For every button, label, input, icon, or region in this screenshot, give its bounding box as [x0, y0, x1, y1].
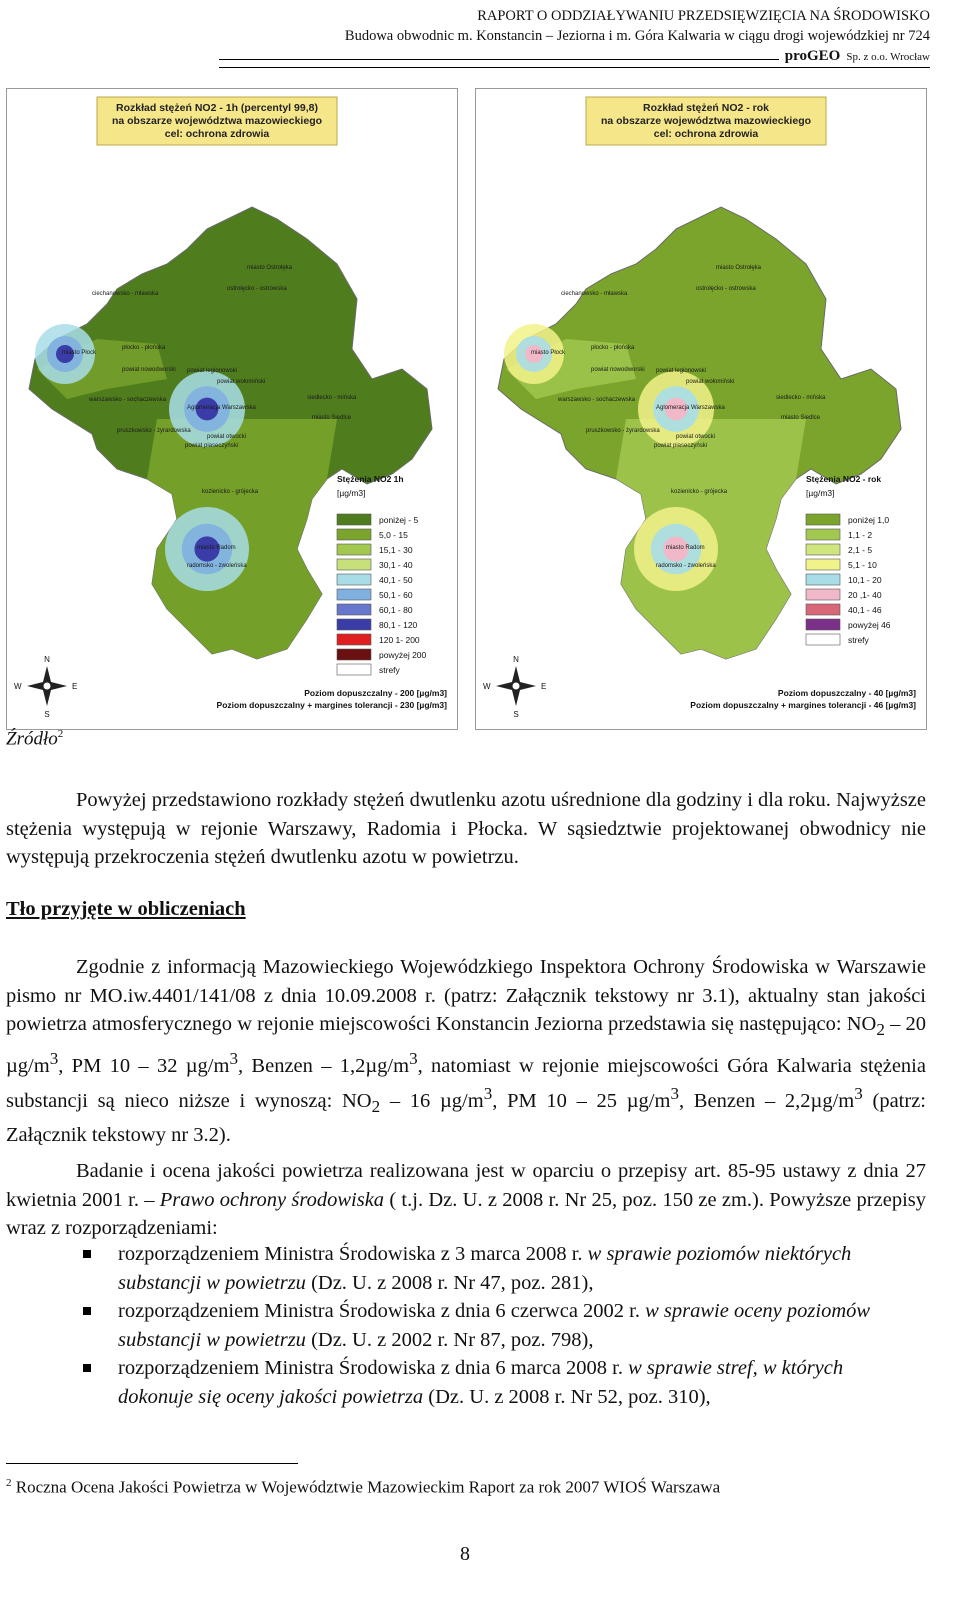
map-no2-1h	[6, 88, 458, 730]
limit-line: Poziom dopuszczalny - 40 [µg/m3]	[777, 688, 916, 698]
legend-label: 30,1 - 40	[379, 560, 413, 570]
legend-swatch	[337, 529, 371, 540]
place-label: miasto Radom	[197, 545, 236, 551]
place-label: kozienicko - grójecka	[202, 489, 259, 495]
paragraph-summary: Powyżej przedstawiono rozkłady stężeń dwutlenku azotu uśrednione dla godziny i dla roku. Najwyższe stężenia występują w rejonie Warszawy, Radomia i Płocka. W sąsiedztwie projektowanej obwodnicy nie występują przekroczenia stężeń dwutlenku azotu w powietrzu.	[6, 789, 926, 868]
legend-swatch	[337, 589, 371, 600]
place-label: warszawsko - sochaczewska	[89, 397, 167, 403]
place-label: Aglomeracja Warszawska	[187, 405, 256, 411]
place-label: miasto Radom	[666, 545, 705, 551]
header-brand: proGEO	[784, 48, 841, 64]
legend-unit: [µg/m3]	[806, 488, 835, 498]
legend-label: 10,1 - 20	[848, 575, 882, 585]
place-label: ciechanowsko - mławska	[92, 291, 159, 297]
place-label: płocko - płońska	[122, 345, 166, 351]
place-label: miasto Ostrołęka	[716, 265, 762, 271]
compass-n-label: N	[513, 655, 519, 664]
map-legend	[337, 474, 427, 675]
regulations-list	[80, 1240, 920, 1411]
legend-label: 60,1 - 80	[379, 605, 413, 615]
legend-label: 2,1 - 5	[848, 545, 873, 555]
place-label: powiat legionowski	[656, 368, 707, 374]
source-label: Źródło$^2$	[6, 728, 64, 750]
place-label: radomsko - zwoleńska	[187, 563, 247, 569]
compass-center	[43, 682, 51, 690]
legend-swatch	[806, 514, 840, 525]
legend-label: 40,1 - 46	[848, 605, 882, 615]
place-label: pruszkowsko - żyrardowska	[117, 428, 191, 434]
legend-label: 120 1- 200	[379, 635, 420, 645]
place-label: miasto Siedlce	[781, 415, 821, 421]
legend-unit: [µg/m3]	[337, 488, 366, 498]
legend-label: powyżej 46	[848, 620, 891, 630]
map-title-box	[586, 97, 826, 145]
legend-swatch	[806, 559, 840, 570]
map-svg	[476, 89, 926, 729]
map-title-line: cel: ochrona zdrowia	[653, 128, 759, 140]
legend-label: 20 ,1- 40	[848, 590, 882, 600]
legend-label: poniżej 1,0	[848, 515, 890, 525]
list-item: rozporządzeniem Ministra Środowiska z dnia 6 czerwca 2002 r. w sprawie oceny poziomów substancji w powietrzu (Dz. U. z 2002 r. Nr 87, poz. 798),	[80, 1297, 920, 1354]
compass-w-label: W	[483, 682, 491, 691]
place-label: miasto Płock	[62, 350, 97, 356]
place-label: ciechanowsko - mławska	[561, 291, 628, 297]
place-label: powiat nowodworski	[591, 367, 645, 373]
footnote: $^2$ Roczna Ocena Jakości Powietrza w Województwie Mazowieckim Raport za rok 2007 WIOŚ Warszawa	[6, 1477, 721, 1497]
map-title-line: na obszarze województwa mazowieckiego	[111, 115, 323, 127]
legend-label: 40,1 - 50	[379, 575, 413, 585]
legend-title: Stężenia NO2 1h	[337, 474, 404, 484]
footnote-rule	[6, 1463, 298, 1464]
list-item: rozporządzeniem Ministra Środowiska z dnia 6 marca 2008 r. w sprawie stref, w których dokonuje się oceny jakości powietrza (Dz. U. z 2008 r. Nr 52, poz. 310),	[80, 1354, 920, 1411]
map-title-line: cel: ochrona zdrowia	[164, 128, 270, 140]
place-label: siedlecko - mińska	[307, 395, 357, 401]
paragraph-background: Zgodnie z informacją Mazowieckiego Wojewódzkiego Inspektora Ochrony Środowiska w Warszawie pismo nr MO.iw.4401/141/08 z dnia 10.09.2008 r. (patrz: Załącznik tekstowy nr 3.1), aktualny stan jakości powietrza atmosferycznego w rejonie miejscowości Konstancin Jeziorna przedstawia się następująco: $NO_2 - 20$ $\mu g/m^3$, PM 10 – 32 $\mu g/m^3$, Benzen – $1,2\mu g/m^3$, natomiast w rejonie miejscowości Góra Kalwaria stężenia substancji są nieco niższe i wynoszą: $NO_2 - 16$ $\mu g/m^3$, PM 10 – 25 $\mu g/m^3$, Benzen – $2,2\mu g/m^3$ (patrz: Załącznik tekstowy nr 3.2).	[6, 956, 927, 1147]
page-number: 8	[460, 1543, 470, 1565]
map-title-line: Rozkład stężeń NO2 - rok	[642, 102, 770, 114]
compass-e-label: E	[72, 682, 78, 691]
header-subtitle: Budowa obwodnic m. Konstancin – Jeziorna i m. Góra Kalwaria w ciągu drogi wojewódzkiej nr 724	[344, 28, 930, 44]
place-label: powiat piaseczyński	[654, 443, 708, 449]
place-label: powiat nowodworski	[122, 367, 176, 373]
legend-swatch	[337, 604, 371, 615]
header-brand-line	[219, 46, 930, 68]
legend-swatch	[806, 604, 840, 615]
legend-label: poniżej - 5	[379, 515, 419, 525]
place-label: miasto Płock	[531, 350, 566, 356]
compass-center	[512, 682, 520, 690]
legend-swatch	[806, 544, 840, 555]
section-heading: Tło przyjęte w obliczeniach	[6, 898, 246, 920]
header-rule	[219, 59, 779, 60]
place-label: radomsko - zwoleńska	[656, 563, 716, 569]
place-label: miasto Siedlce	[312, 415, 352, 421]
legend-swatch	[337, 619, 371, 630]
map-svg	[7, 89, 457, 729]
legend-label: strefy	[379, 665, 400, 675]
place-label: powiat piaseczyński	[185, 443, 239, 449]
legend-label: 5,1 - 10	[848, 560, 877, 570]
place-label: Aglomeracja Warszawska	[656, 405, 725, 411]
place-label: powiat wołomiński	[217, 379, 266, 385]
compass-rose	[483, 655, 546, 719]
place-label: powiat otwocki	[207, 434, 247, 440]
legend-label: 5,0 - 15	[379, 530, 408, 540]
page-header	[219, 6, 930, 68]
legend-label: strefy	[848, 635, 869, 645]
compass-rose	[14, 655, 77, 719]
compass-n-label: N	[44, 655, 50, 664]
legend-label: 80,1 - 120	[379, 620, 418, 630]
header-brand-sub: Sp. z o.o. Wrocław	[846, 51, 930, 63]
legend-label: 50,1 - 60	[379, 590, 413, 600]
place-label: ostrołęcko - ostrowska	[227, 286, 287, 292]
legend-swatch	[337, 544, 371, 555]
compass-e-label: E	[541, 682, 547, 691]
place-label: warszawsko - sochaczewska	[558, 397, 636, 403]
legend-swatch	[337, 664, 371, 675]
legend-label: powyżej 200	[379, 650, 427, 660]
list-item: rozporządzeniem Ministra Środowiska z 3 marca 2008 r. w sprawie poziomów niektórych substancji w powietrzu (Dz. U. z 2008 r. Nr 47, poz. 281),	[80, 1240, 920, 1297]
legend-swatch	[337, 574, 371, 585]
place-label: siedlecko - mińska	[776, 395, 826, 401]
legend-swatch	[337, 559, 371, 570]
map-title-box	[97, 97, 337, 145]
place-label: ostrołęcko - ostrowska	[696, 286, 756, 292]
limit-line: Poziom dopuszczalny + margines tolerancji - 230 [µg/m3]	[216, 700, 447, 710]
map-title-line: na obszarze województwa mazowieckiego	[600, 115, 812, 127]
paragraph-regulations: Badanie i ocena jakości powietrza realizowana jest w oparciu o przepisy art. 85-95 ustawy z dnia 27 kwietnia 2001 r. – Prawo ochrony środowiska ( t.j. Dz. U. z 2008 r. Nr 25, poz. 150 ze zm.). Powyższe przepisy wraz z rozporządzeniami:	[6, 1160, 926, 1239]
place-label: miasto Ostrołęka	[247, 265, 293, 271]
legend-swatch	[337, 649, 371, 660]
compass-s-label: S	[513, 710, 519, 719]
place-label: powiat legionowski	[187, 368, 238, 374]
legend-swatch	[806, 634, 840, 645]
limit-line: Poziom dopuszczalny + margines tolerancji - 46 [µg/m3]	[690, 700, 916, 710]
legend-swatch	[806, 529, 840, 540]
legend-title: Stężenia NO2 - rok	[806, 474, 882, 484]
place-label: powiat otwocki	[676, 434, 716, 440]
legend-swatch	[806, 574, 840, 585]
place-label: powiat wołomiński	[686, 379, 735, 385]
legend-label: 15,1 - 30	[379, 545, 413, 555]
place-label: kozienicko - grójecka	[671, 489, 728, 495]
limit-line: Poziom dopuszczalny - 200 [µg/m3]	[304, 688, 447, 698]
map-no2-year	[475, 88, 927, 730]
legend-swatch	[806, 619, 840, 630]
place-label: pruszkowsko - żyrardowska	[586, 428, 660, 434]
legend-swatch	[337, 514, 371, 525]
place-label: płocko - płońska	[591, 345, 635, 351]
map-legend	[806, 474, 891, 645]
map-title-line: Rozkład stężeń NO2 - 1h (percentyl 99,8)	[116, 102, 318, 114]
header-title: RAPORT O ODDZIAŁYWANIU PRZEDSIĘWZIĘCIA NA ŚRODOWISKO	[477, 8, 930, 24]
legend-swatch	[337, 634, 371, 645]
legend-label: 1,1 - 2	[848, 530, 873, 540]
compass-s-label: S	[44, 710, 50, 719]
legend-swatch	[806, 589, 840, 600]
compass-w-label: W	[14, 682, 22, 691]
